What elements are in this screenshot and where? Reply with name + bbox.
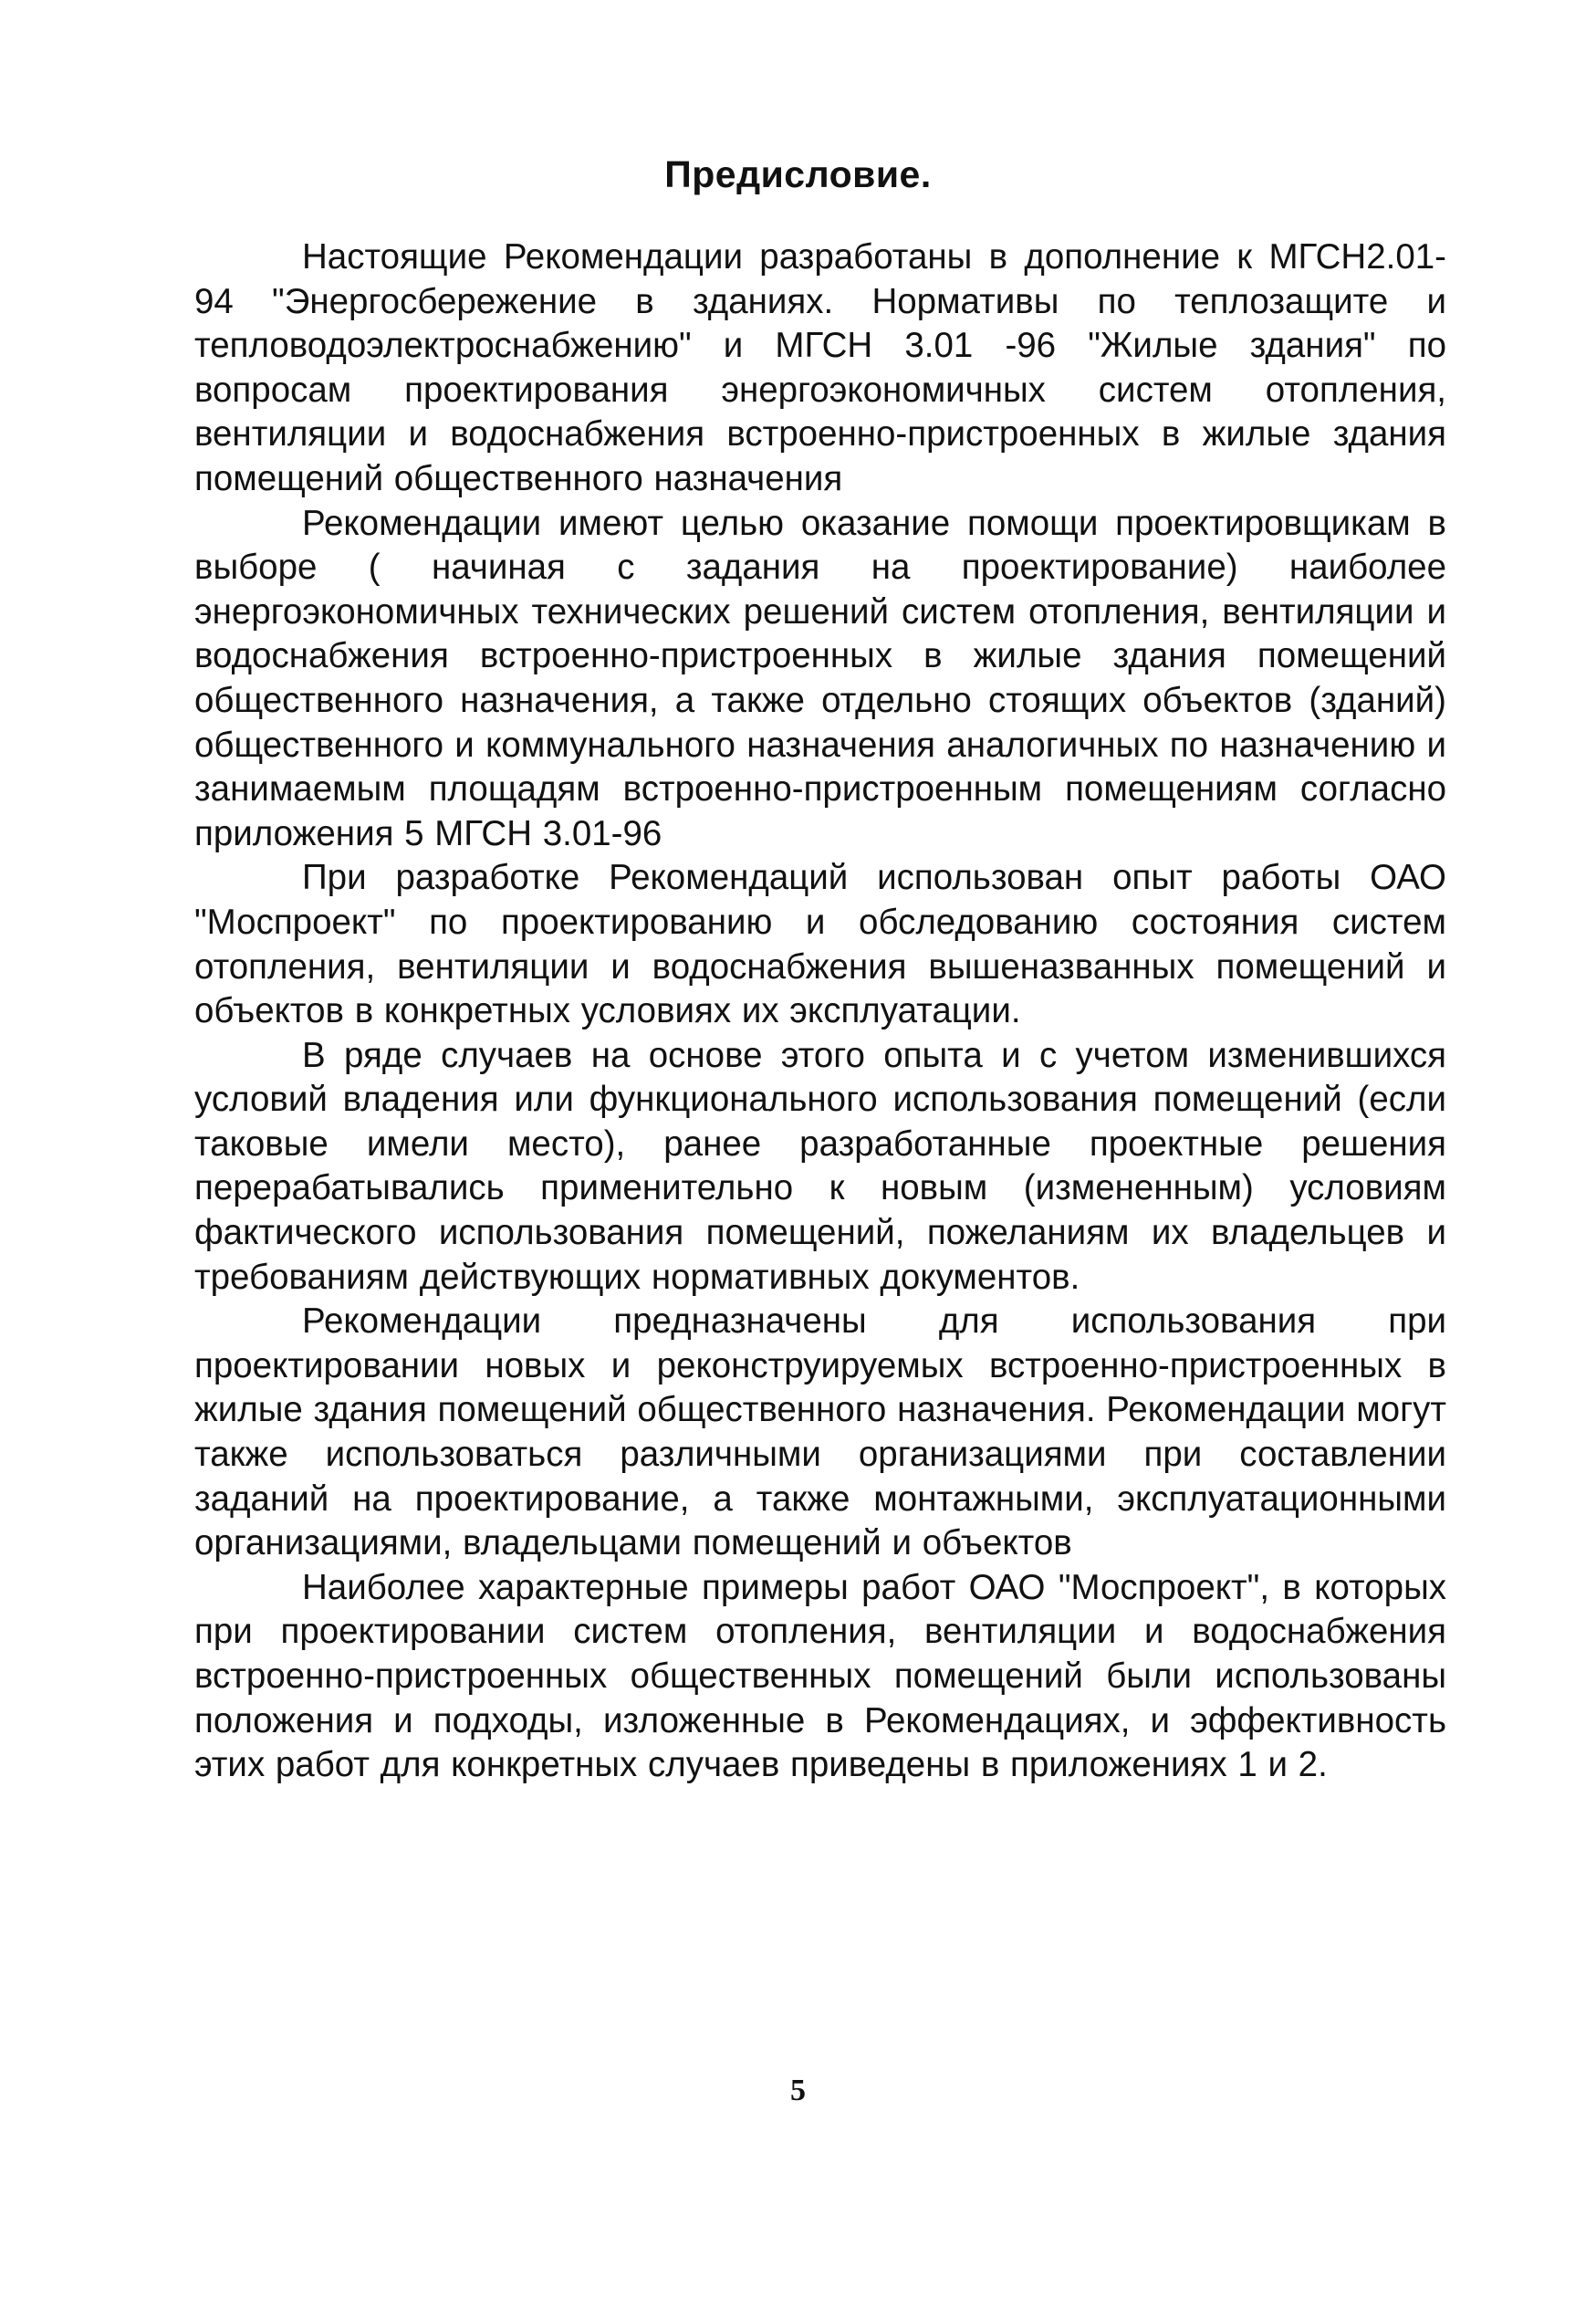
paragraph: Наиболее характерные примеры работ ОАО "Моспроект", в которых при проектировании систем отопления, вентиляции и водоснабжения встроенно-пристроенных общественных помещений были использованы положения и подходы, изложенные в Рекомендациях, и эффективность этих работ для конкретных случаев приведены в приложениях 1 и 2. [194,1567,1446,1785]
document-body [194,235,1446,1788]
paragraph: Рекомендации предназначены для использования при проектировании новых и реконструируемых встроенно-пристроенных в жилые здания помещений общественного назначения. Рекомендации могут также использоваться различными организациями при составлении заданий на проектирование, а также монтажными, эксплуатационными организациями, владельцами помещений и объектов [194,1301,1446,1563]
paragraph: Настоящие Рекомендации разработаны в дополнение к МГСН2.01-94 "Энергосбережение в зданиях. Нормативы по теплозащите и тепловодоэлектроснабжению" и МГСН 3.01 -96 "Жилые здания" по вопросам проектирования энергоэкономичных систем отопления, вентиляции и водоснабжения встроенно-пристроенных в жилые здания помещений общественного назначения [194,237,1446,498]
paragraph: В ряде случаев на основе этого опыта и с учетом изменившихся условий владения или функционального использования помещений (если таковые имели место), ранее разработанные проектные решения перерабатывались применительно к новым (измененным) условиям фактического использования помещений, пожеланиям их владельцев и требованиям действующих нормативных документов. [194,1035,1446,1297]
page-number: 5 [790,2074,806,2107]
paragraph: При разработке Рекомендаций использован опыт работы ОАО "Моспроект" по проектированию и обследованию состояния систем отопления, вентиляции и водоснабжения вышеназванных помещений и объектов в конкретных условиях их эксплуатации. [194,858,1446,1031]
page-title: Предисловие. [664,153,932,195]
paragraph: Рекомендации имеют целью оказание помощи проектировщикам в выборе ( начиная с задания на проектирование) наиболее энергоэкономичных технических решений систем отопления, вентиляции и водоснабжения встроенно-пристроенных в жилые здания помещений общественного назначения, а также отдельно стоящих объектов (зданий) общественного и коммунального назначения аналогичных по назначению и занимаемым площадям встроенно-пристроенным помещениям согласно приложения 5 МГСН 3.01-96 [194,503,1446,853]
